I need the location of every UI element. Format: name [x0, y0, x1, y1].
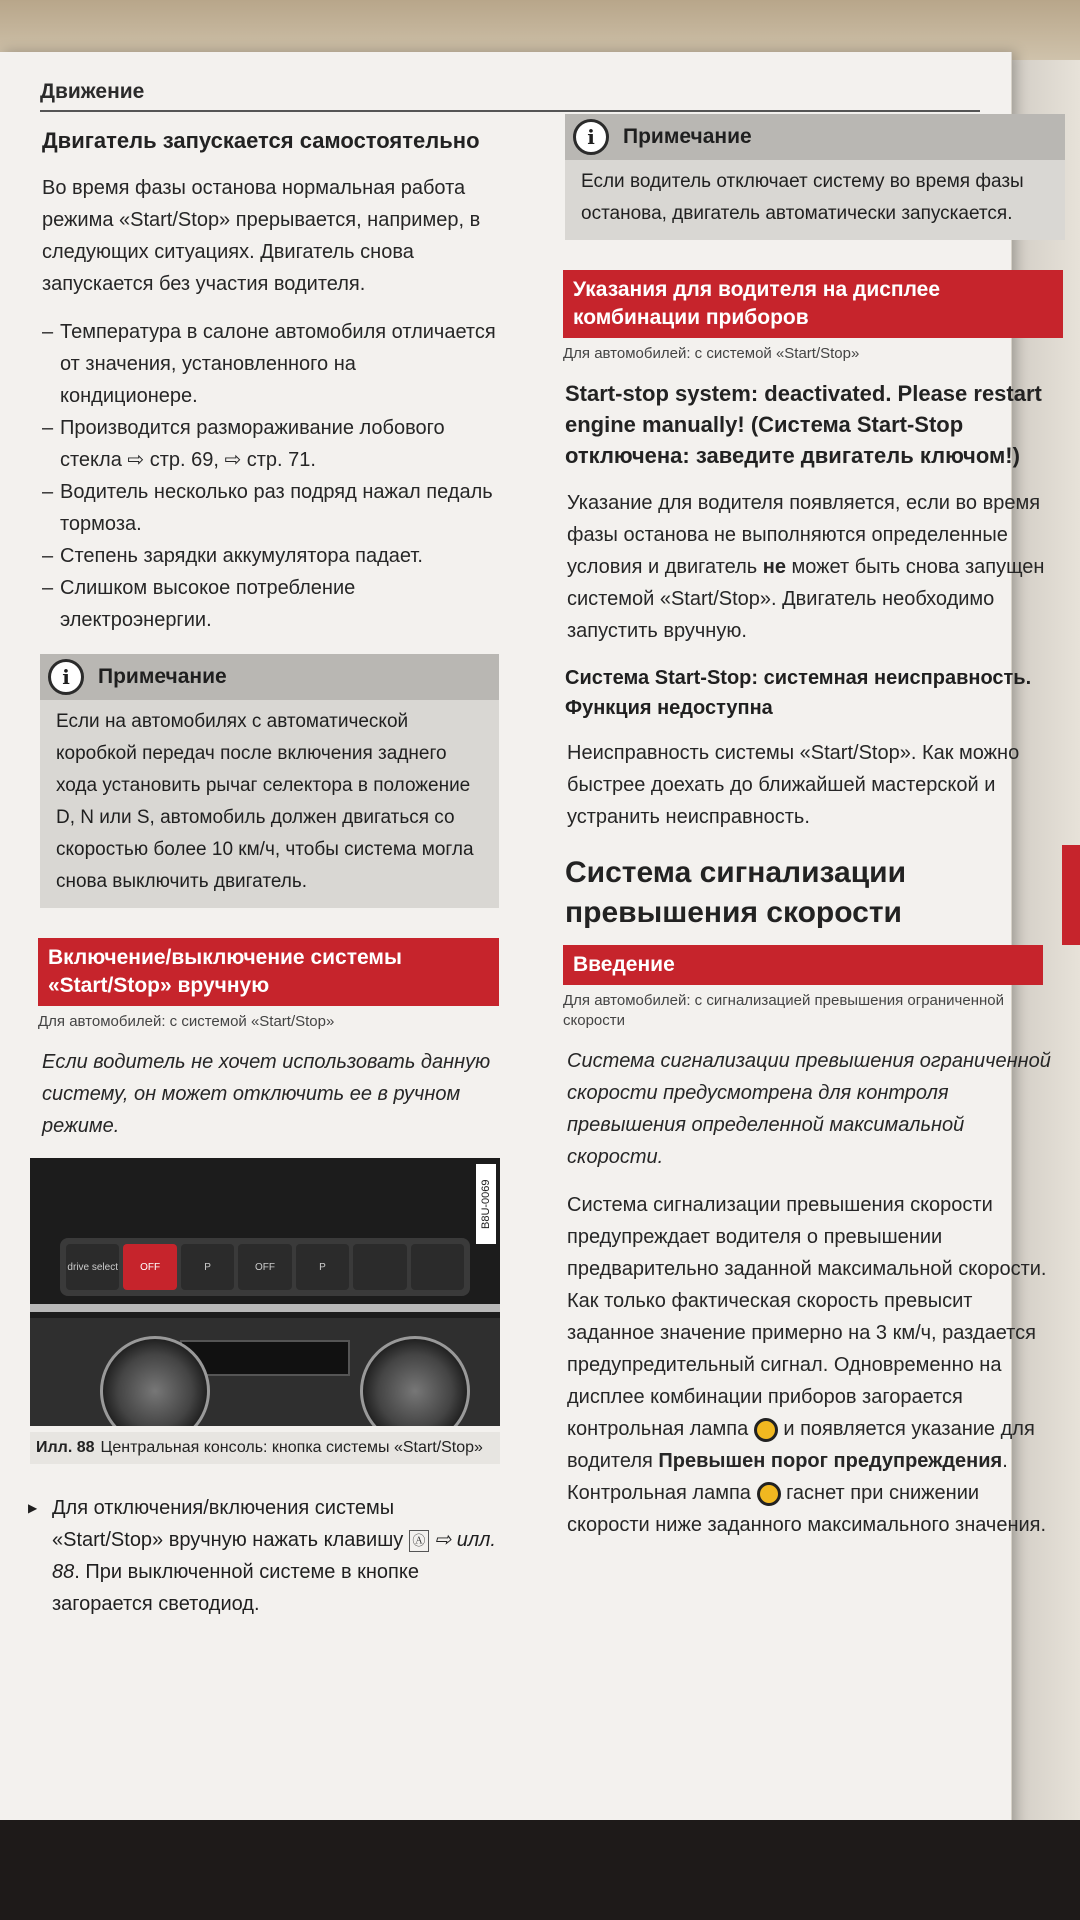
speed-warning-text — [567, 1189, 1057, 1541]
start-stop-button: OFF — [123, 1244, 176, 1290]
message-1-text-a: Указание для водителя появляется, если во время фазы останова не выполняются определенные условия и двигатель — [567, 492, 1041, 578]
blank-button — [353, 1244, 406, 1290]
drive-select-button: drive select — [66, 1244, 119, 1290]
note-text: Если на автомобилях с автоматической коробкой передач после включения заднего хода установить рычаг селектора в положение D, N или S, автомобиль должен двигаться со скоростью более 10 км/ч, чтобы система могла снова выключить двигатель. — [56, 711, 474, 892]
applies-to: Для автомобилей: с сигнализацией превышения ограниченной скорости — [563, 992, 1005, 1029]
applies-to: Для автомобилей: с системой «Start/Stop» — [38, 1013, 335, 1030]
running-head: Движение — [40, 80, 980, 112]
right-column — [555, 114, 1075, 1557]
caption-label: Илл. 88 — [36, 1439, 95, 1456]
manual-section-intro: Если водитель не хочет использовать данную систему, он может отключить ее в ручном режиме. — [42, 1051, 491, 1137]
list-item: – Слишком высокое потребление электроэнергии. — [42, 572, 499, 636]
engine-restart-intro: Во время фазы останова нормальная работа режима «Start/Stop» прерывается, например, в следующих ситуациях. Двигатель снова запускается без участия водителя. — [42, 177, 481, 295]
warning-lamp-icon — [757, 1482, 781, 1506]
list-item: – Температура в салоне автомобиля отличается от значения, установленного на кондиционере. — [42, 316, 499, 412]
info-icon: i — [573, 119, 609, 155]
message-1-text-bold: не — [762, 556, 786, 578]
desk-background-bottom — [0, 1820, 1080, 1920]
message-2-title: Система Start-Stop: системная неисправность. Функция недоступна — [565, 667, 1032, 719]
speed-warning-text-bold: Превышен порог предупреждения — [658, 1450, 1003, 1472]
esc-off-button: OFF — [238, 1244, 291, 1290]
warning-lamp-icon — [754, 1418, 778, 1442]
step-text-before: Для отключения/включения системы «Start/Stop» вручную нажать клавишу — [52, 1497, 404, 1551]
figure-code: B8U-0069 — [476, 1164, 496, 1244]
note-header — [40, 654, 499, 700]
desk-background-top — [0, 0, 1080, 60]
step-text-after: . При выключенной системе в кнопке загорается светодиод. — [52, 1561, 419, 1615]
message-1-text — [567, 487, 1067, 647]
list-item: – Водитель несколько раз подряд нажал педаль тормоза. — [42, 476, 499, 540]
speed-warning-intro: Система сигнализации превышения ограниченной скорости предусмотрена для контроля превышения определенной максимальной скорости. — [567, 1050, 1051, 1168]
engine-restart-list — [42, 316, 499, 636]
engine-restart-heading: Двигатель запускается самостоятельно — [42, 128, 480, 153]
note-header — [565, 114, 1065, 160]
driver-messages-heading: Указания для водителя на дисплее комбинации приборов — [563, 270, 1063, 338]
list-item: – Степень зарядки аккумулятора падает. — [42, 540, 499, 572]
left-column — [30, 114, 505, 1620]
speed-warning-heading: Система сигнализации превышения скорости — [565, 856, 907, 929]
note-text: Если водитель отключает систему во время фазы останова, двигатель автоматически запускается. — [581, 171, 1024, 224]
note-title: Примечание — [98, 665, 227, 688]
caption-text: Центральная консоль: кнопка системы «Start/Stop» — [100, 1439, 483, 1456]
manual-page — [0, 52, 1051, 1842]
console-illustration — [30, 1158, 500, 1426]
note-box — [565, 114, 1065, 240]
instruction-step — [30, 1492, 505, 1620]
button-strip — [60, 1238, 470, 1296]
info-icon: i — [48, 659, 84, 695]
console-trim — [30, 1304, 500, 1312]
step-ref: ⇨ илл. 88 — [52, 1529, 496, 1583]
message-1-title: Start-stop system: deactivated. Please restart engine manually! (Система Start-Stop отключена: заведите двигатель ключом!) — [565, 381, 1042, 468]
list-item: – Производится размораживание лобового стекла ⇨ стр. 69, ⇨ стр. 71. — [42, 412, 499, 476]
blank-button — [411, 1244, 464, 1290]
park-assist-button: P — [296, 1244, 349, 1290]
speed-warning-text-a: Система сигнализации превышения скорости предупреждает водителя о превышении предварительно заданной максимальной скорости. Как только фактическая скорость превысит заданное значение примерно на 3 км/ч, раздается предупредительный сигнал. Одновременно на дисплее комбинации приборов загорается контрольная лампа — [567, 1194, 1047, 1440]
speed-warning-text-d: гаснет при снижении скорости ниже заданного максимального значения. — [567, 1482, 1047, 1536]
manual-section-heading: Включение/выключение системы «Start/Stop» вручную — [38, 938, 499, 1006]
speed-warning-text-b: и появляется указание для водителя — [567, 1418, 1035, 1472]
note-box — [40, 654, 499, 908]
applies-to: Для автомобилей: с системой «Start/Stop» — [563, 345, 860, 362]
figure-caption — [30, 1432, 500, 1464]
speed-warning-subheading: Введение — [563, 945, 1043, 985]
start-stop-key-icon: Ⓐ — [409, 1530, 429, 1552]
parking-button: P — [181, 1244, 234, 1290]
message-1-text-b: может быть снова запущен системой «Start/Stop». Двигатель необходимо запустить вручную. — [567, 556, 1045, 642]
speed-warning-text-c: . Контрольная лампа — [567, 1450, 1008, 1504]
note-title: Примечание — [623, 125, 752, 148]
message-2-text: Неисправность системы «Start/Stop». Как можно быстрее доехать до ближайшей мастерской и устранить неисправность. — [567, 742, 1020, 828]
